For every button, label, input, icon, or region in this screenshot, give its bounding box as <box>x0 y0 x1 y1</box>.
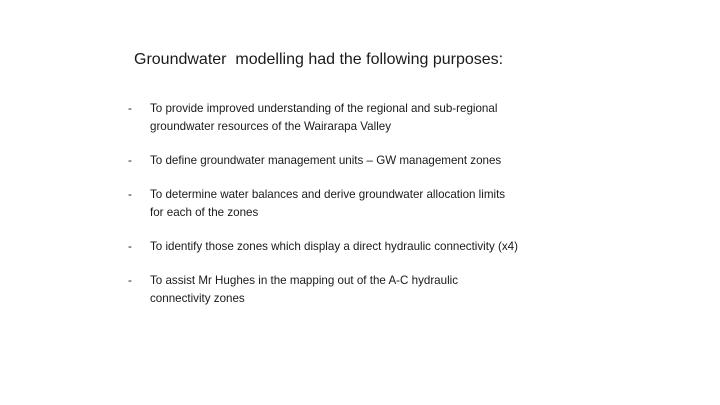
list-item <box>128 238 518 256</box>
bullet-dash: - <box>128 102 132 115</box>
bullet-dash: - <box>128 274 132 287</box>
list-item <box>128 272 518 308</box>
bullet-dash: - <box>128 154 132 167</box>
list-item <box>128 100 518 136</box>
bullet-text: To identify those zones which display a direct hydraulic connectivity (x4) <box>150 240 518 253</box>
bullet-text: To determine water balances and derive groundwater allocation limits for each of the zones <box>150 188 506 219</box>
bullet-dash: - <box>128 240 132 253</box>
slide-heading: Groundwater modelling had the following purposes: <box>134 51 504 68</box>
bullet-text: To assist Mr Hughes in the mapping out of the A-C hydraulic connectivity zones <box>150 274 459 305</box>
purpose-list <box>128 100 518 324</box>
list-item <box>128 186 518 222</box>
bullet-text: To define groundwater management units – GW management zones <box>150 154 502 167</box>
bullet-dash: - <box>128 188 132 201</box>
list-item <box>128 152 518 170</box>
bullet-text: To provide improved understanding of the regional and sub-regional groundwater resources of the Wairarapa Valley <box>150 102 498 133</box>
